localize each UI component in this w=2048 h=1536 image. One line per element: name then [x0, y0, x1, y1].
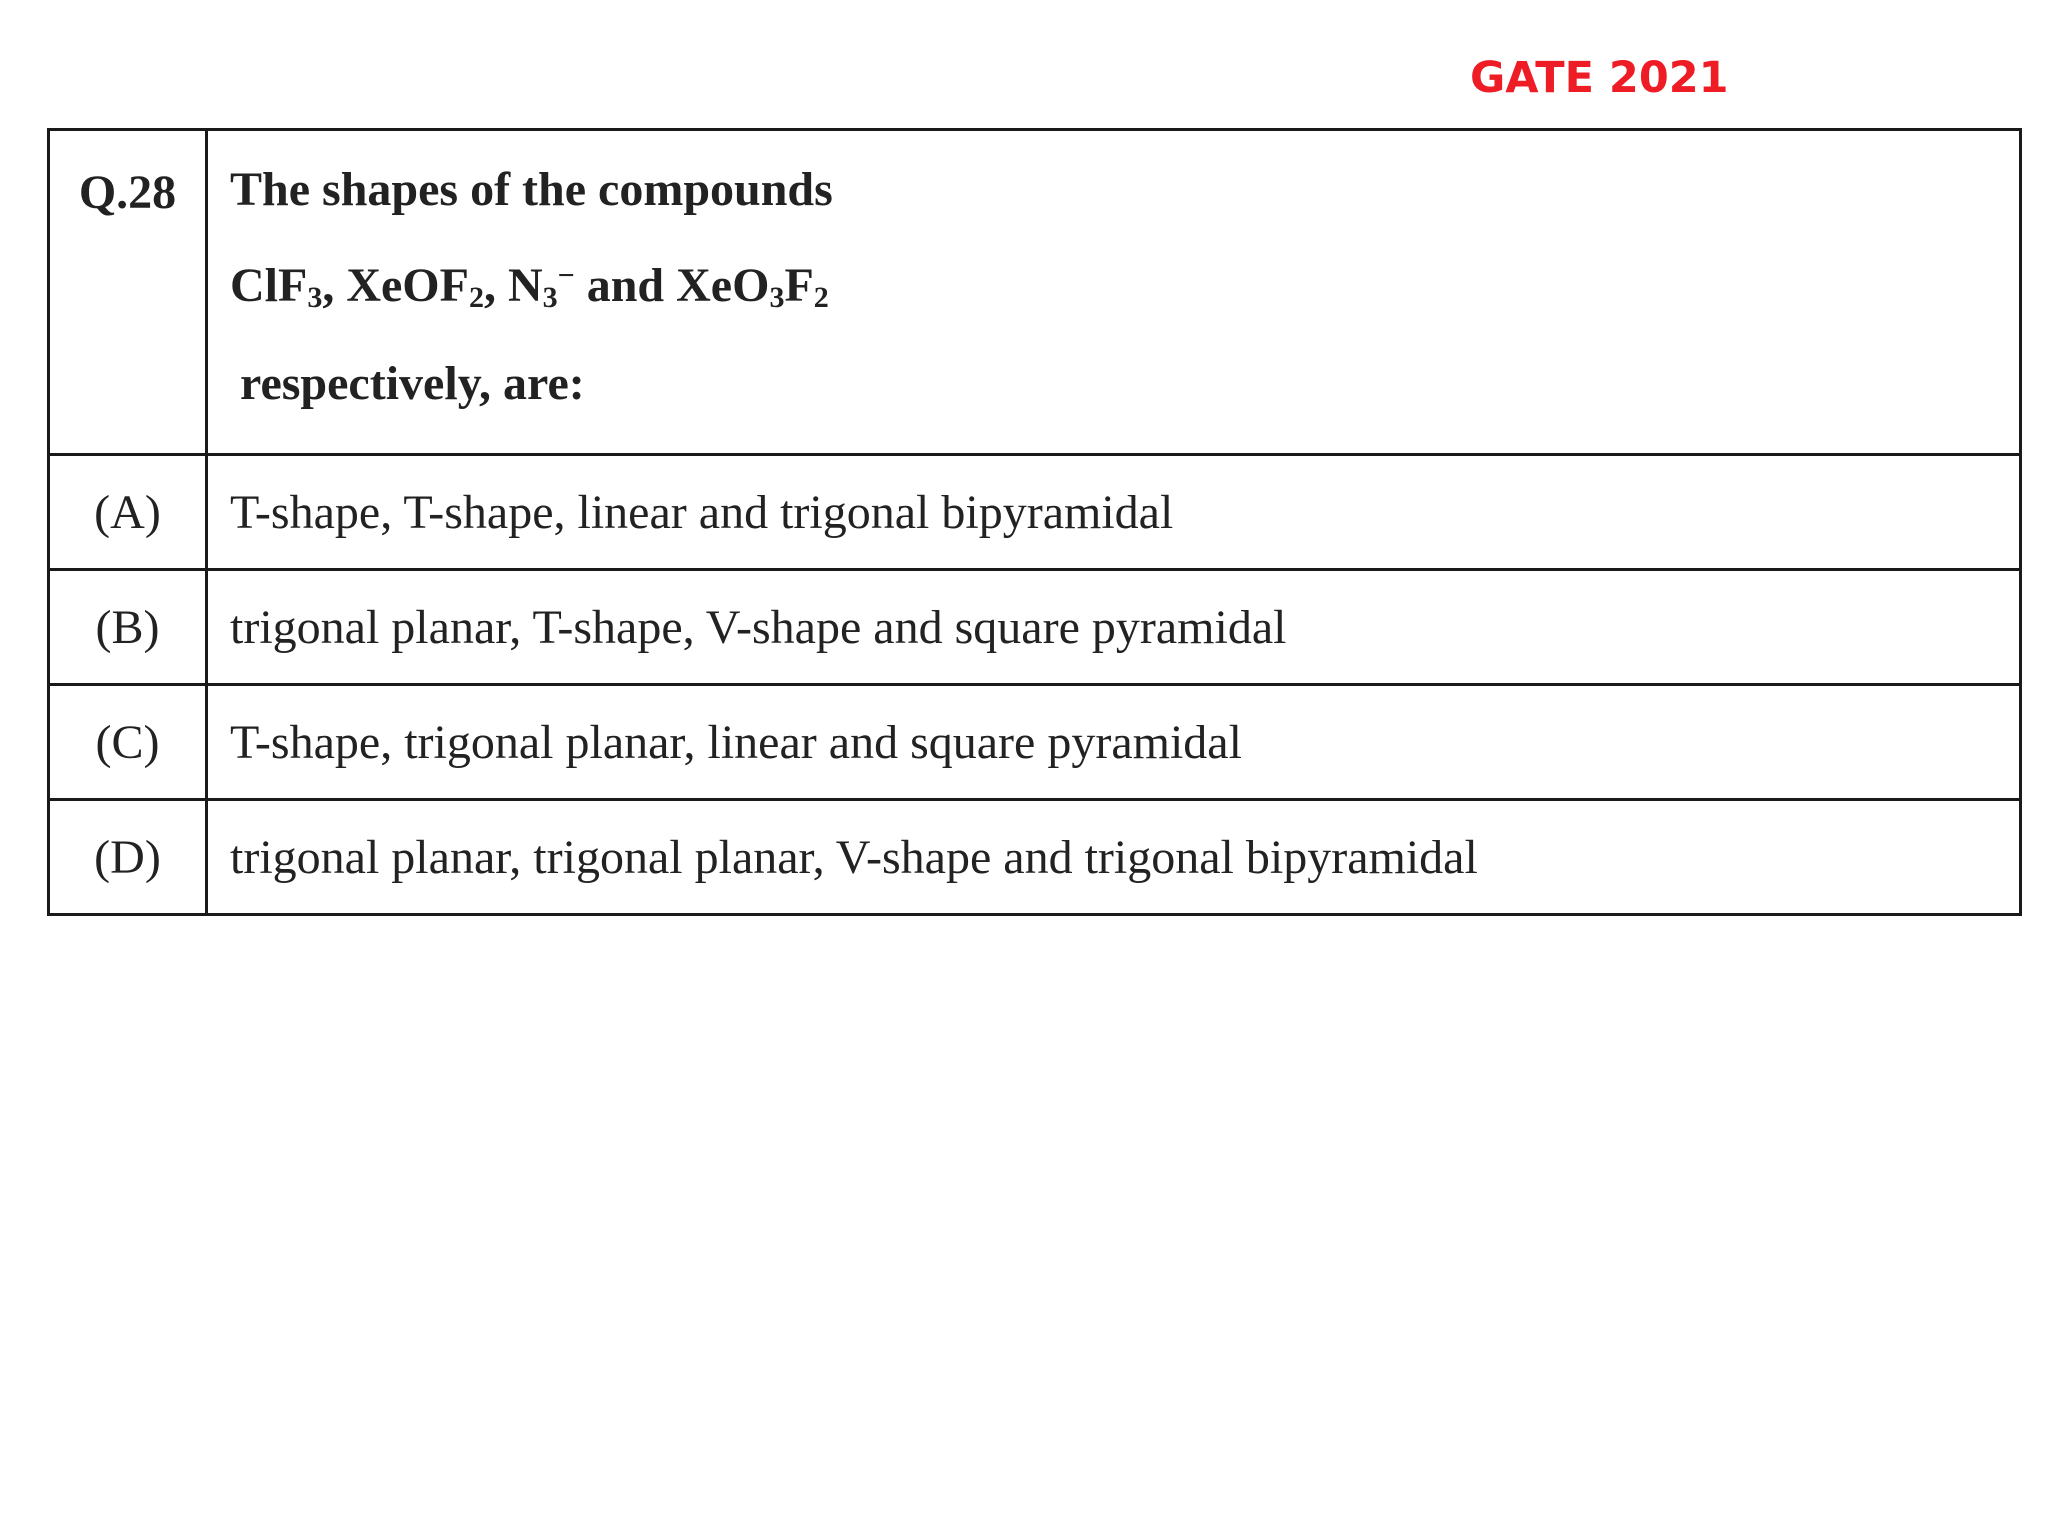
compound-xeof2: XeOF$_2$ [346, 259, 484, 314]
question-number: Q.28 [49, 130, 207, 455]
option-label: (B) [49, 570, 207, 685]
option-label: (D) [49, 800, 207, 915]
option-row-b[interactable] [49, 570, 2021, 685]
option-text: T-shape, trigonal planar, linear and square pyramidal [207, 685, 2021, 800]
option-row-a[interactable] [49, 455, 2021, 570]
question-compounds: ClF$_3$, XeOF$_2$, $N_3^-$ and $XeO_3F_2$ [230, 259, 829, 314]
option-text: trigonal planar, trigonal planar, V-shape and trigonal bipyramidal [207, 800, 2021, 915]
question-table [47, 128, 2022, 916]
question-stem-line3: respectively, are: [240, 357, 585, 410]
compound-n3-minus: $N_3^-$ [507, 259, 575, 314]
option-row-d[interactable] [49, 800, 2021, 915]
option-label: (A) [49, 455, 207, 570]
option-label: (C) [49, 685, 207, 800]
compound-clf3: ClF$_3$ [230, 259, 323, 314]
question-stem-line1: The shapes of the compounds [230, 163, 833, 216]
option-text: T-shape, T-shape, linear and trigonal bipyramidal [207, 455, 2021, 570]
question-row [49, 130, 2021, 455]
question-stem [207, 130, 2021, 455]
exam-tag: GATE 2021 [1470, 53, 1729, 103]
compound-xeo3f2: $XeO_3F_2$ [676, 259, 829, 314]
option-text: trigonal planar, T-shape, V-shape and square pyramidal [207, 570, 2021, 685]
option-row-c[interactable] [49, 685, 2021, 800]
